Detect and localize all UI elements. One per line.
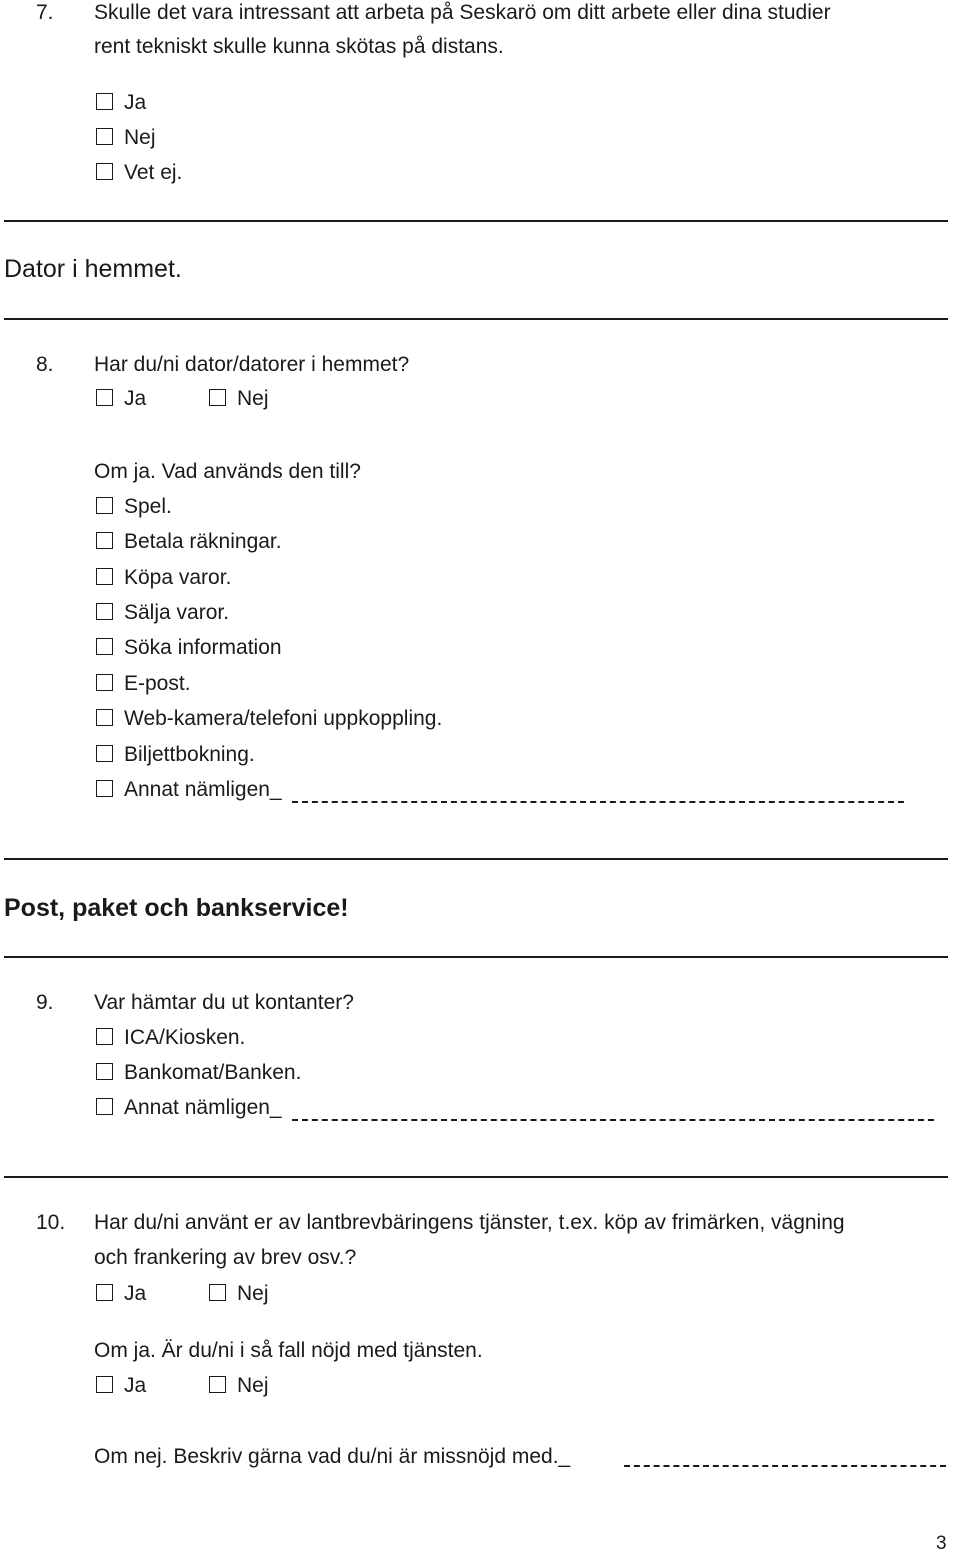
q8-option-checkbox[interactable] — [96, 745, 113, 762]
q8-option-checkbox[interactable] — [96, 638, 113, 655]
q10-satisfied-ja-checkbox[interactable] — [96, 1376, 113, 1393]
q8-ja-label: Ja — [124, 387, 147, 410]
page-number: 3 — [936, 1533, 947, 1554]
section-title-dator: Dator i hemmet. — [4, 255, 182, 283]
q10-number: 10. — [36, 1211, 66, 1234]
q8-option-label: Biljettbokning. — [124, 743, 255, 766]
q9-option-annat-label: Annat nämligen_ — [124, 1096, 282, 1119]
q9-option-label: ICA/Kiosken. — [124, 1026, 246, 1049]
q7-option-vet-ej-label: Vet ej. — [124, 161, 183, 184]
section-divider — [4, 220, 948, 222]
q10-nej-label: Nej — [237, 1282, 269, 1305]
section-divider — [4, 1176, 948, 1178]
q9-annat-write-line[interactable] — [292, 1119, 934, 1121]
q8-option-label: Spel. — [124, 495, 172, 518]
q10-followup-dissatisfied: Om nej. Beskriv gärna vad du/ni är missnöjd med._ — [94, 1445, 571, 1468]
q9-option-checkbox[interactable] — [96, 1028, 113, 1045]
q8-option-label: Sälja varor. — [124, 601, 230, 624]
q10-satisfied-nej-label: Nej — [237, 1374, 269, 1397]
section-divider — [4, 956, 948, 958]
q9-option-annat-checkbox[interactable] — [96, 1098, 113, 1115]
q7-question-line1: Skulle det vara intressant att arbeta på Seskarö om ditt arbete eller dina studier — [94, 1, 831, 24]
q8-annat-write-line[interactable] — [292, 801, 904, 803]
q10-satisfied-nej-checkbox[interactable] — [209, 1376, 226, 1393]
q8-nej-label: Nej — [237, 387, 269, 410]
q8-ja-checkbox[interactable] — [96, 389, 113, 406]
q8-option-checkbox[interactable] — [96, 603, 113, 620]
q9-question: Var hämtar du ut kontanter? — [94, 991, 354, 1014]
q8-option-label: Köpa varor. — [124, 566, 232, 589]
q9-option-label: Bankomat/Banken. — [124, 1061, 302, 1084]
q8-option-label: E-post. — [124, 672, 191, 695]
q10-question-line1: Har du/ni använt er av lantbrevbäringens tjänster, t.ex. köp av frimärken, vägning — [94, 1211, 845, 1234]
q8-option-checkbox[interactable] — [96, 497, 113, 514]
q7-question-line2: rent tekniskt skulle kunna skötas på distans. — [94, 35, 504, 58]
q10-question-line2: och frankering av brev osv.? — [94, 1246, 357, 1269]
q8-option-checkbox[interactable] — [96, 674, 113, 691]
q10-followup-satisfied: Om ja. Är du/ni i så fall nöjd med tjänsten. — [94, 1339, 483, 1362]
q8-followup: Om ja. Vad används den till? — [94, 460, 361, 483]
q7-option-ja-checkbox[interactable] — [96, 93, 113, 110]
q8-number: 8. — [36, 353, 54, 376]
q8-option-checkbox[interactable] — [96, 568, 113, 585]
section-divider — [4, 858, 948, 860]
q10-nej-checkbox[interactable] — [209, 1284, 226, 1301]
q8-option-label: Web-kamera/telefoni uppkoppling. — [124, 707, 443, 730]
q9-option-checkbox[interactable] — [96, 1063, 113, 1080]
q10-satisfied-ja-label: Ja — [124, 1374, 147, 1397]
q10-ja-label: Ja — [124, 1282, 147, 1305]
q7-number: 7. — [36, 1, 54, 24]
q8-option-checkbox[interactable] — [96, 709, 113, 726]
section-title-post: Post, paket och bankservice! — [4, 894, 349, 922]
q7-option-nej-label: Nej — [124, 126, 156, 149]
q8-nej-checkbox[interactable] — [209, 389, 226, 406]
q8-option-label: Söka information — [124, 636, 282, 659]
section-divider — [4, 318, 948, 320]
q7-option-ja-label: Ja — [124, 91, 147, 114]
q9-number: 9. — [36, 991, 54, 1014]
q8-option-annat-label: Annat nämligen_ — [124, 778, 282, 801]
q7-option-nej-checkbox[interactable] — [96, 128, 113, 145]
q8-option-label: Betala räkningar. — [124, 530, 282, 553]
q8-option-checkbox[interactable] — [96, 532, 113, 549]
q7-option-vet-ej-checkbox[interactable] — [96, 163, 113, 180]
q8-option-annat-checkbox[interactable] — [96, 780, 113, 797]
q8-question: Har du/ni dator/datorer i hemmet? — [94, 353, 410, 376]
q10-dissatisfied-write-line[interactable] — [624, 1465, 946, 1467]
q10-ja-checkbox[interactable] — [96, 1284, 113, 1301]
